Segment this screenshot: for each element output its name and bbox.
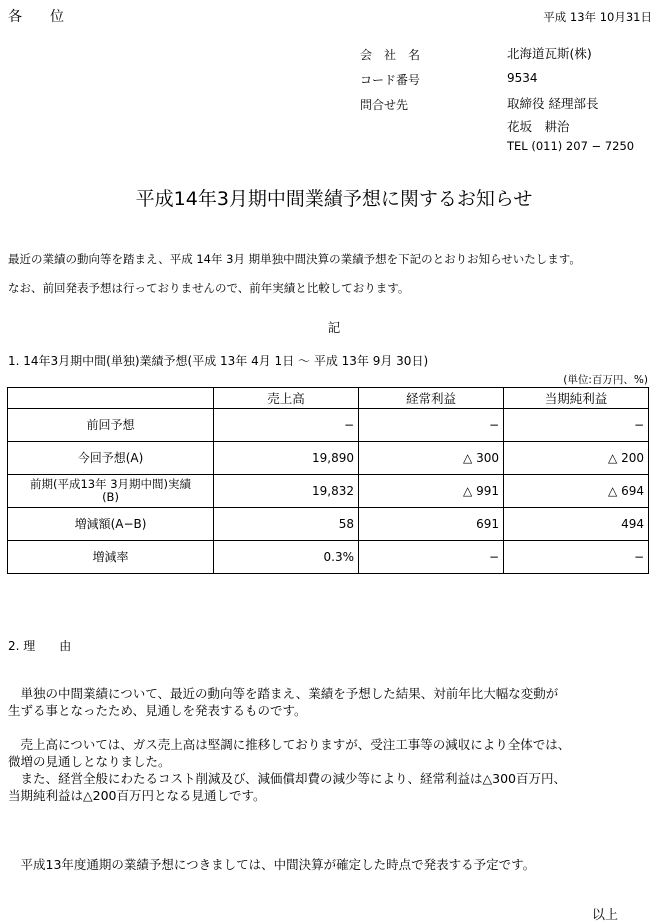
reason-paragraph-line: 当期純利益は△200百万円となる見通しです。 [8,788,266,803]
row-label: 前回予想 [8,409,214,442]
row-label [8,475,214,508]
contact-name: 花坂 耕治 [507,119,570,134]
cell-sales: 19,890 [214,442,359,475]
cell-ordinary: 691 [359,508,504,541]
code-label: コード番号 [360,73,421,87]
contact-title: 取締役 経理部長 [507,96,599,111]
intro-line-2: なお、前回発表予想は行っておりませんので、前年実績と比較しております。 [8,281,410,295]
forecast-table [7,387,649,574]
table-header-row [8,388,649,409]
addressee: 各 位 [8,9,64,25]
company-label: 会 社 名 [360,48,421,62]
row-label: 今回予想(A) [8,442,214,475]
code-value: 9534 [507,71,538,85]
contact-label: 問合せ先 [360,98,409,112]
cell-sales: 19,832 [214,475,359,508]
cell-ordinary: △ 991 [359,475,504,508]
document-title: 平成14年3月期中間業績予想に関するお知らせ [135,188,533,210]
end-mark: 以上 [592,908,619,923]
cell-net: 494 [504,508,649,541]
row-label: 増減率 [8,541,214,574]
reason-paragraph-line: 微増の見通しとなりました。 [8,754,171,769]
cell-net: △ 694 [504,475,649,508]
column-header-sales: 売上高 [214,388,359,409]
row-label: 増減額(A−B) [8,508,214,541]
cell-sales: − [214,409,359,442]
section2-heading: 2. 理 由 [8,639,72,653]
section1-heading: 1. 14年3月期中間(単独)業績予想(平成 13年 4月 1日 〜 平成 13年 9月 30日) [8,354,429,368]
row-label-line: (B) [102,490,119,504]
cell-net: − [504,409,649,442]
cell-ordinary: − [359,409,504,442]
column-header-ordinary-profit: 経常利益 [359,388,504,409]
document-date: 平成 13年 10月31日 [543,10,652,24]
reason-paragraph-line: また、経営全般にわたるコスト削減及び、減価償却費の減少等により、経常利益は△300百万円、 [8,771,566,786]
column-header-blank [8,388,214,409]
ki-mark: 記 [327,320,341,335]
company-name: 北海道瓦斯(株) [507,46,592,61]
cell-net: − [504,541,649,574]
table-row [8,442,649,475]
cell-ordinary: △ 300 [359,442,504,475]
cell-net: △ 200 [504,442,649,475]
column-header-net-profit: 当期純利益 [504,388,649,409]
reason-paragraph-line: 生ずる事となったため、見通しを発表するものです。 [8,703,307,718]
intro-line-1: 最近の業績の動向等を踏まえ、平成 14年 3月 期単独中間決算の業績予想を下記のとおりお知らせいたします。 [8,252,581,266]
row-label-line: 前期(平成13年 3月期中間)実績 [29,477,192,491]
cell-ordinary: − [359,541,504,574]
closing-paragraph: 平成13年度通期の業績予想につきましては、中間決算が確定した時点で発表する予定です。 [8,857,536,872]
unit-note: (単位:百万円、%) [563,374,648,386]
cell-sales: 0.3% [214,541,359,574]
table-row [8,541,649,574]
contact-tel: TEL (011) 207 − 7250 [507,139,635,153]
table-row [8,475,649,508]
reason-paragraph-line: 単独の中間業績について、最近の動向等を踏まえ、業績を予想した結果、対前年比大幅な変動が [8,686,559,701]
table-row [8,508,649,541]
table-row [8,409,649,442]
reason-paragraph-line: 売上高については、ガス売上高は堅調に推移しておりますが、受注工事等の減収により全体では、 [8,737,571,752]
cell-sales: 58 [214,508,359,541]
